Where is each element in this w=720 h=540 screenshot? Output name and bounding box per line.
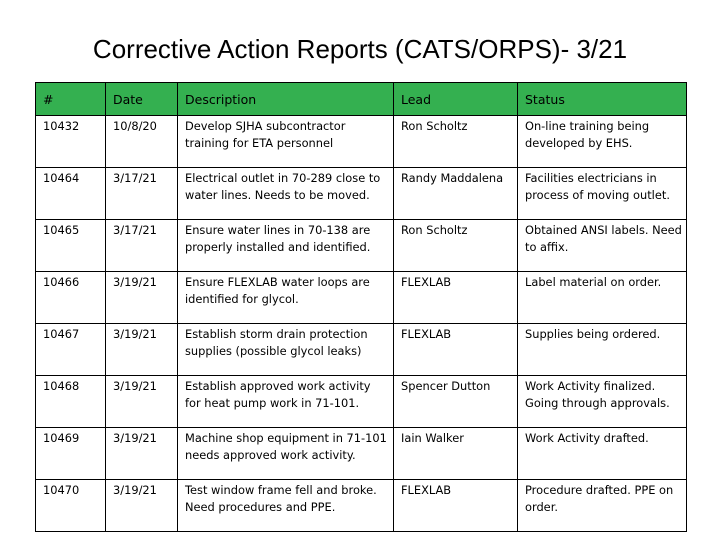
cell-date: 3/17/21 <box>106 168 178 220</box>
cell-description: Develop SJHA subcontractor training for ETA personnel <box>178 116 394 168</box>
table-row <box>36 376 687 428</box>
table-row <box>36 220 687 272</box>
header-lead: Lead <box>394 83 518 116</box>
cell-date: 3/17/21 <box>106 220 178 272</box>
cell-date: 3/19/21 <box>106 428 178 480</box>
cell-lead: FLEXLAB <box>394 324 518 376</box>
cell-status: On-line training being developed by EHS. <box>518 116 687 168</box>
cell-description: Ensure water lines in 70-138 are properly installed and identified. <box>178 220 394 272</box>
cell-description: Establish approved work activity for heat pump work in 71-101. <box>178 376 394 428</box>
cell-number: 10432 <box>36 116 106 168</box>
page-title: Corrective Action Reports (CATS/ORPS)- 3/21 <box>92 34 628 64</box>
cell-date: 3/19/21 <box>106 272 178 324</box>
cell-number: 10465 <box>36 220 106 272</box>
header-status: Status <box>518 83 687 116</box>
cell-lead: FLEXLAB <box>394 272 518 324</box>
cell-date: 3/19/21 <box>106 324 178 376</box>
table-row <box>36 168 687 220</box>
cell-number: 10466 <box>36 272 106 324</box>
cell-date: 3/19/21 <box>106 376 178 428</box>
cell-number: 10469 <box>36 428 106 480</box>
header-number: # <box>36 83 106 116</box>
cell-number: 10464 <box>36 168 106 220</box>
cell-status: Facilities electricians in process of moving outlet. <box>518 168 687 220</box>
cell-description: Establish storm drain protection supplies (possible glycol leaks) <box>178 324 394 376</box>
cell-description: Ensure FLEXLAB water loops are identified for glycol. <box>178 272 394 324</box>
cell-date: 3/19/21 <box>106 480 178 532</box>
cell-lead: Randy Maddalena <box>394 168 518 220</box>
cell-lead: Ron Scholtz <box>394 116 518 168</box>
table-row <box>36 116 687 168</box>
table-header-row <box>36 83 687 116</box>
cell-date: 10/8/20 <box>106 116 178 168</box>
cell-description: Test window frame fell and broke. Need procedures and PPE. <box>178 480 394 532</box>
cell-lead: Iain Walker <box>394 428 518 480</box>
cell-status: Obtained ANSI labels. Need to affix. <box>518 220 687 272</box>
header-description: Description <box>178 83 394 116</box>
cell-number: 10467 <box>36 324 106 376</box>
cell-status: Supplies being ordered. <box>518 324 687 376</box>
cell-number: 10470 <box>36 480 106 532</box>
table-row <box>36 272 687 324</box>
cell-status: Procedure drafted. PPE on order. <box>518 480 687 532</box>
cell-lead: FLEXLAB <box>394 480 518 532</box>
cell-status: Work Activity drafted. <box>518 428 687 480</box>
header-date: Date <box>106 83 178 116</box>
cell-description: Electrical outlet in 70-289 close to water lines. Needs to be moved. <box>178 168 394 220</box>
table-row <box>36 428 687 480</box>
table-row <box>36 324 687 376</box>
cell-lead: Ron Scholtz <box>394 220 518 272</box>
cell-description: Machine shop equipment in 71-101 needs approved work activity. <box>178 428 394 480</box>
cell-status: Work Activity finalized. Going through approvals. <box>518 376 687 428</box>
cell-status: Label material on order. <box>518 272 687 324</box>
cell-number: 10468 <box>36 376 106 428</box>
corrective-action-table <box>35 82 687 532</box>
table-row <box>36 480 687 532</box>
cell-lead: Spencer Dutton <box>394 376 518 428</box>
